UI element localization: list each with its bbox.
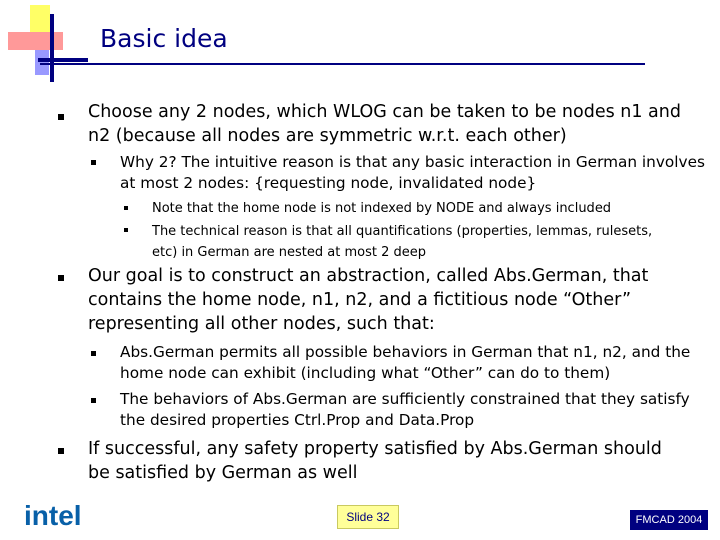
svg-text:intel: intel: [24, 500, 82, 531]
bullet-3: If successful, any safety property satisfied by Abs.German should be satisfied by German as well: [88, 439, 662, 483]
bullet-marker: [91, 160, 96, 165]
bullet-marker: [91, 398, 96, 403]
bullet-marker: [91, 351, 96, 356]
bullet-marker: [124, 228, 128, 232]
intel-logo: [22, 495, 88, 535]
conference-badge: FMCAD 2004: [630, 510, 708, 530]
bullet-marker: [58, 275, 64, 281]
bullet-1-1-1: Note that the home node is not indexed by NODE and always included: [152, 201, 612, 216]
bullet-marker: [58, 448, 64, 454]
bullet-2: Our goal is to construct an abstraction, called Abs.German, that contains the home node, n1, n2, and a fictitious node “Other” representing all other nodes, such that:: [88, 266, 649, 334]
slide-number: Slide 32: [337, 505, 399, 529]
bullet-1-1: Why 2? The intuitive reason is that any basic interaction in German involves at most 2 nodes: {requesting node, invalidated node}: [120, 153, 705, 192]
bullet-1: Choose any 2 nodes, which WLOG can be taken to be nodes n1 and n2 (because all nodes are symmetric w.r.t. each other): [88, 102, 681, 146]
bullet-2-2: The behaviors of Abs.German are sufficiently constrained that they satisfy the desired properties Ctrl.Prop and Data.Prop: [120, 390, 690, 429]
bullet-marker: [58, 114, 64, 120]
bullet-1-1-2: The technical reason is that all quantifications (properties, lemmas, rulesets, etc) in German are nested at most 2 deep: [152, 224, 653, 260]
corner-decoration: [0, 0, 100, 90]
bullet-2-1: Abs.German permits all possible behaviors in German that n1, n2, and the home node can exhibit (including what “Other” can do to them): [120, 343, 691, 382]
bullet-marker: [124, 206, 128, 210]
page-title: Basic idea: [100, 24, 228, 53]
title-divider: [40, 63, 645, 65]
